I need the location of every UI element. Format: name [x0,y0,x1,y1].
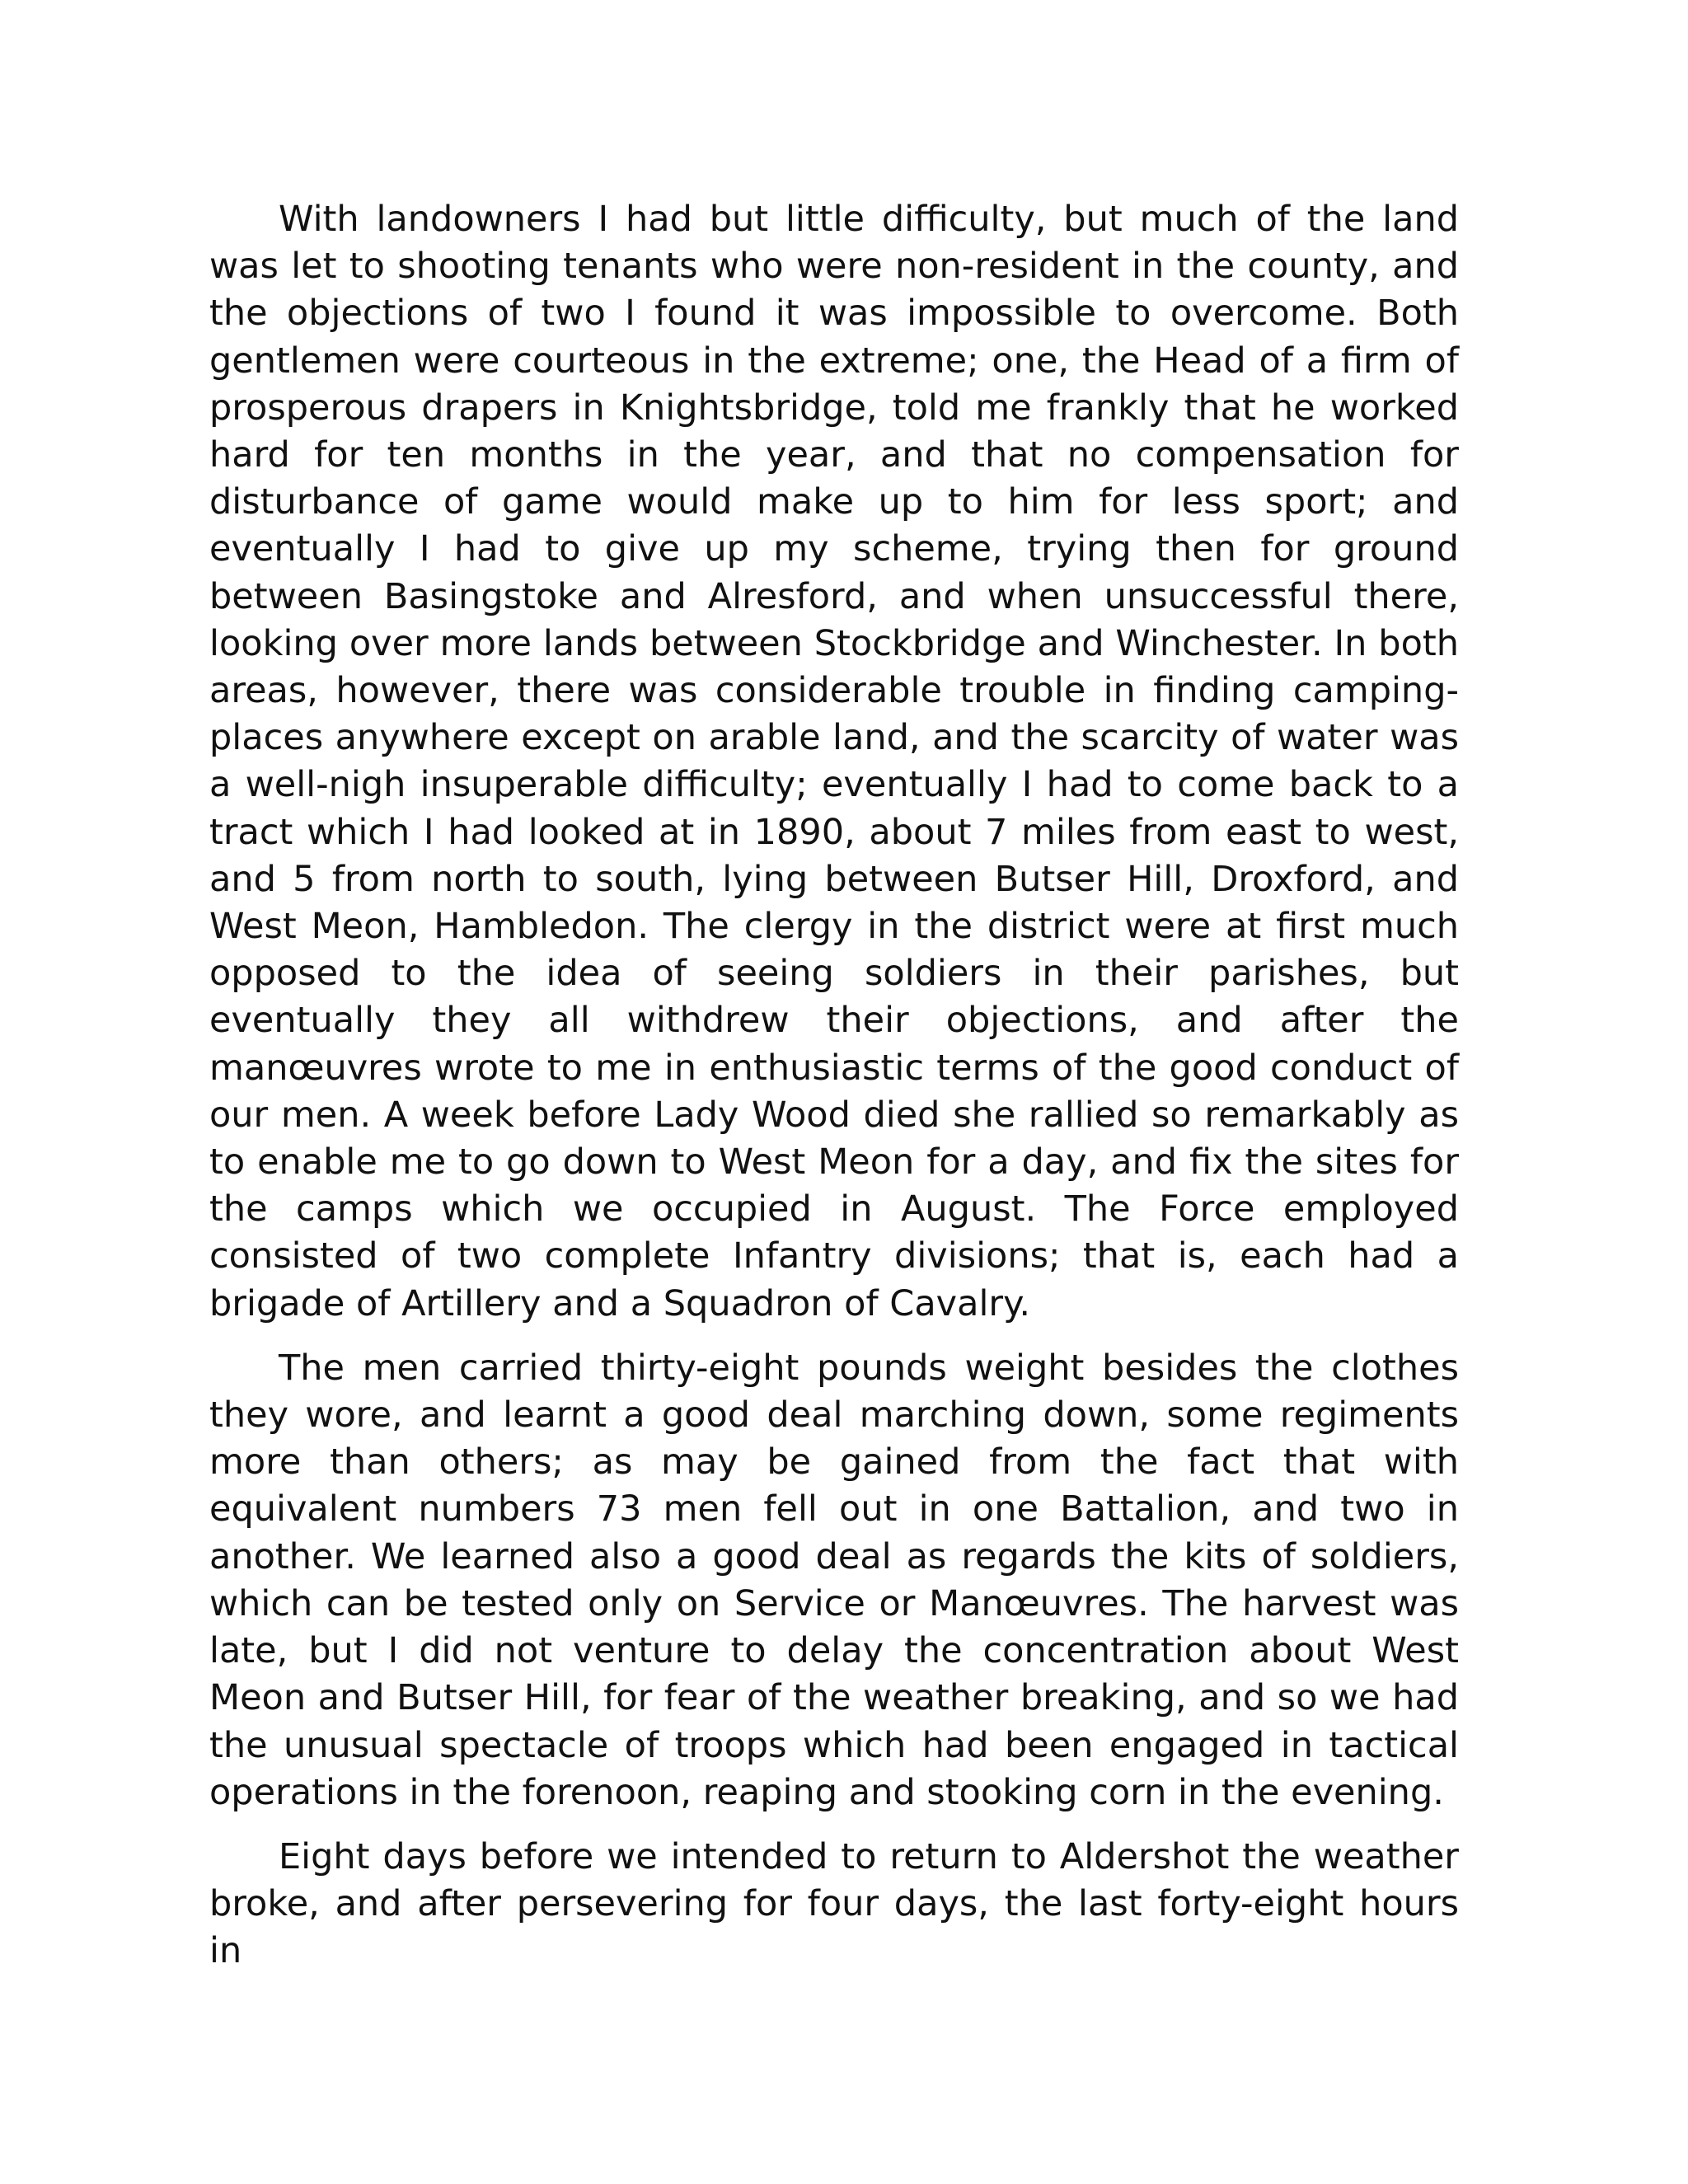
paragraph-1: With landowners I had but little difficulty, but much of the land was let to shooting tenants who were non-resident in the county, and the objections of two I found it was impossible to overcome. Both gentlemen were courteous in the extreme; one, the Head of a firm of prosperous drapers in Knightsbridge, told me frankly that he worked hard for ten months in the year, and that no compensation for disturbance of game would make up to him for less sport; and eventually I had to give up my scheme, trying then for ground between Basingstoke and Alresford, and when unsuccessful there, looking over more lands between Stockbridge and Winchester. In both areas, however, there was considerable trouble in finding camping-places anywhere except on arable land, and the scarcity of water was a well-nigh insuperable difficulty; eventually I had to come back to a tract which I had looked at in 1890, about 7 miles from east to west, and 5 from north to south, lying between Butser Hill, Droxford, and West Meon, Hambledon. The clergy in the district were at first much opposed to the idea of seeing soldiers in their parishes, but eventually they all withdrew their objections, and after the manœuvres wrote to me in enthusiastic terms of the good conduct of our men. A week before Lady Wood died she rallied so remarkably as to enable me to go down to West Meon for a day, and fix the sites for the camps which we occupied in August. The Force employed consisted of two complete Infantry divisions; that is, each had a brigade of Artillery and a Squadron of Cavalry. [209,199,1459,1324]
paragraph-2: The men carried thirty-eight pounds weight besides the clothes they wore, and learnt a good deal marching down, some regiments more than others; as may be gained from the fact that with equivalent numbers 73 men fell out in one Battalion, and two in another. We learned also a good deal as regards the kits of soldiers, which can be tested only on Service or Manœuvres. The harvest was late, but I did not venture to delay the concentration about West Meon and Butser Hill, for fear of the weather breaking, and so we had the unusual spectacle of troops which had been engaged in tactical operations in the forenoon, reaping and stooking corn in the evening. [209,1347,1459,1813]
body-text [209,196,1459,1993]
paragraph-3: Eight days before we intended to return to Aldershot the weather broke, and after persevering for four days, the last forty-eight hours in [209,1835,1459,1972]
